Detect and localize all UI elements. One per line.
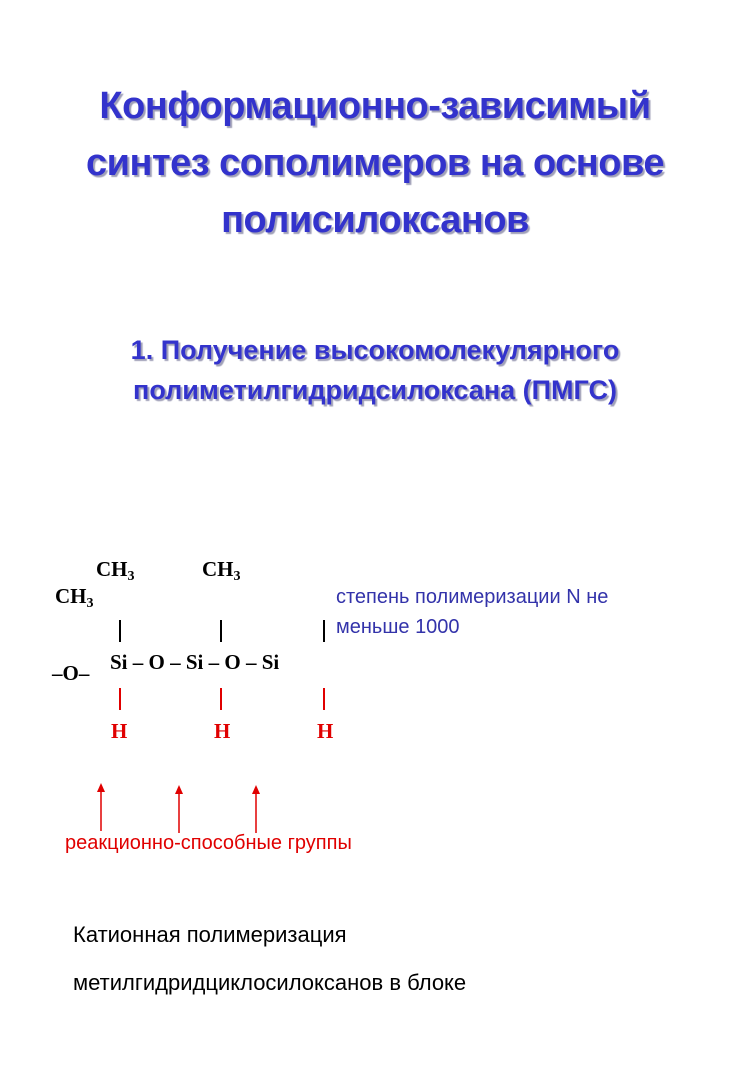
methyl-subscript: 3 — [127, 569, 135, 584]
bond-up-1 — [119, 620, 121, 642]
hydrogen-2: H — [214, 719, 231, 743]
siloxane-backbone: Si – O – Si – O – Si — [110, 650, 280, 674]
body-line-2: метилгидридциклосилоксанов в блоке — [73, 970, 467, 995]
section-heading-line-1: 1. Получение высокомолекулярного — [130, 335, 620, 365]
methyl-group-2 — [202, 557, 241, 585]
polymerization-degree-note-line-1: степень полимеризации N не — [336, 586, 609, 608]
methyl-group-1 — [96, 557, 135, 585]
bond-down-2 — [220, 688, 222, 710]
slide-title-line-3: полисилоксанов — [221, 199, 529, 241]
hydrogen-3: H — [317, 719, 334, 743]
slide-title-line-2: синтез сополимеров на основе — [86, 142, 664, 184]
methyl-label: CH — [96, 557, 128, 581]
bond-up-2 — [220, 620, 222, 642]
bond-down-3 — [323, 688, 325, 710]
arrow-up-icon — [95, 783, 107, 833]
polymerization-degree-note-line-2: меньше 1000 — [336, 616, 460, 638]
bond-up-3 — [323, 620, 325, 642]
slide-title-line-1: Конформационно-зависимый — [99, 85, 651, 127]
reactive-groups-label: реакционно-способные группы — [65, 832, 352, 854]
arrow-up-icon — [173, 785, 185, 835]
leading-bond: –O– — [52, 661, 90, 685]
methyl-group-0 — [55, 584, 94, 612]
hydrogen-1: H — [111, 719, 128, 743]
bond-down-1 — [119, 688, 121, 710]
methyl-label: CH — [55, 584, 87, 608]
body-line-1: Катионная полимеризация — [73, 922, 347, 947]
methyl-label: CH — [202, 557, 234, 581]
arrow-up-icon — [250, 785, 262, 835]
methyl-subscript: 3 — [86, 596, 94, 611]
section-heading-line-2: полиметилгидридсилоксана (ПМГС) — [133, 375, 617, 405]
methyl-subscript: 3 — [233, 569, 241, 584]
